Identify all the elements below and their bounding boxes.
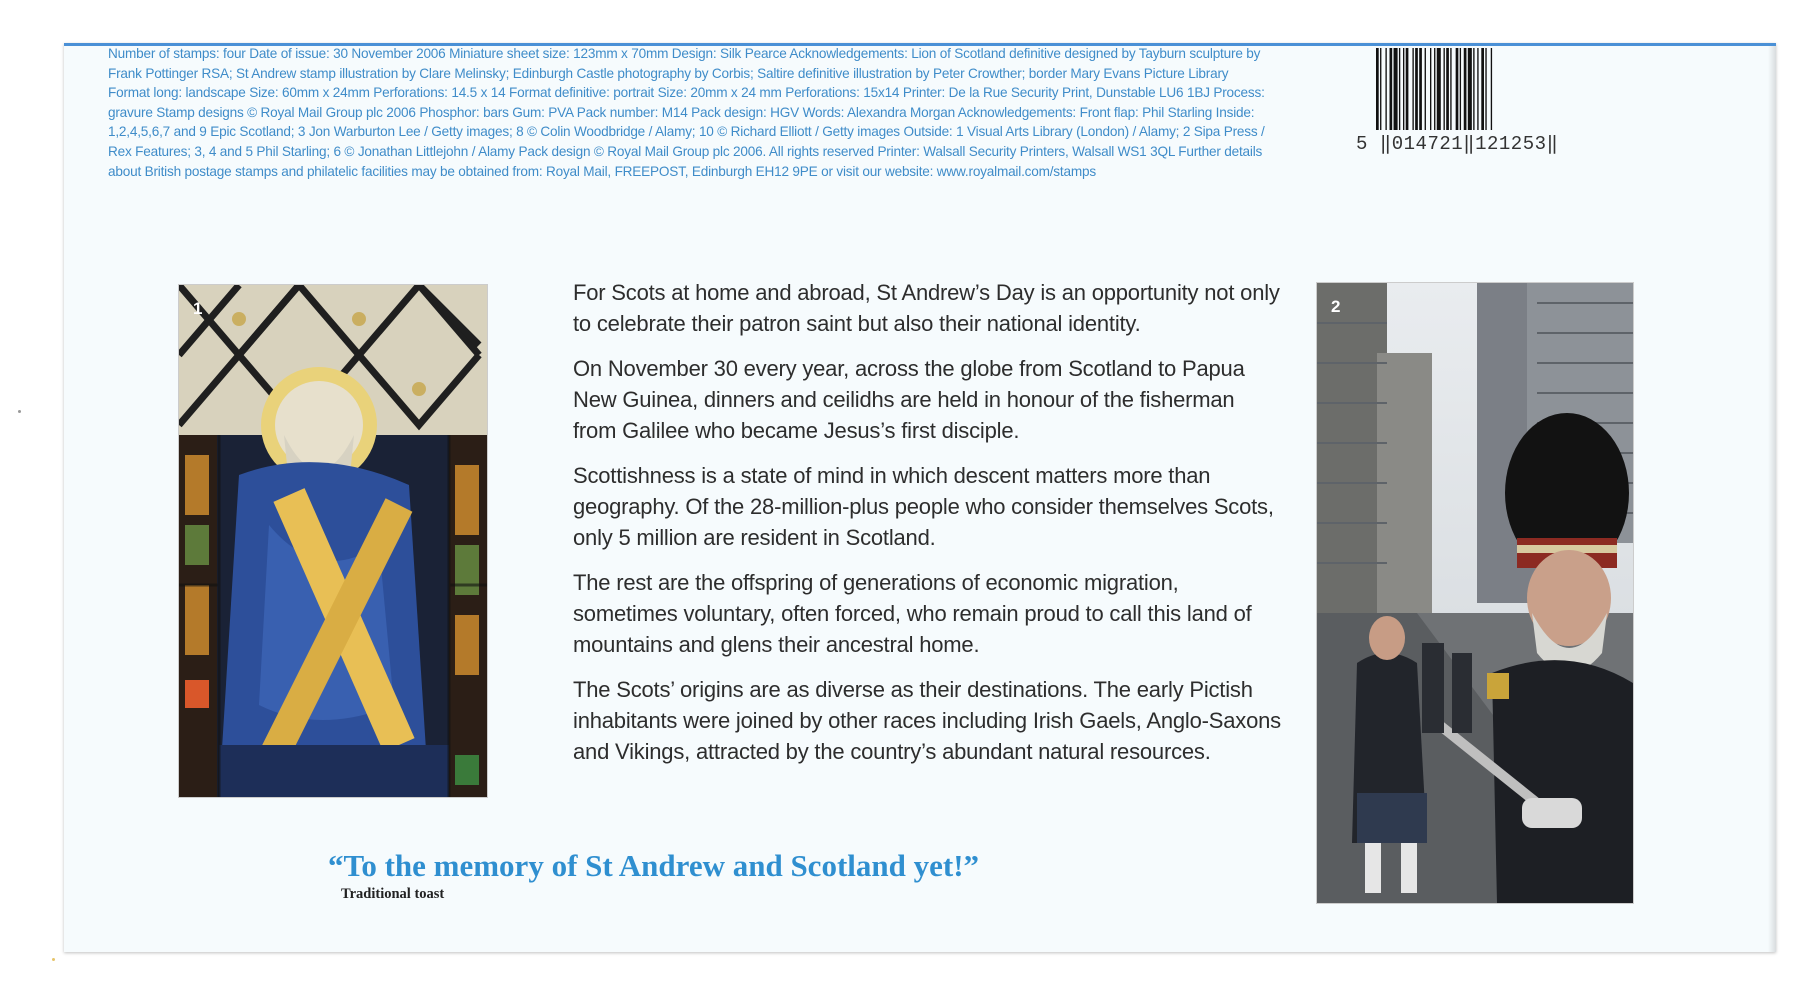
toast-quote: “To the memory of St Andrew and Scotland yet!” xyxy=(328,848,980,883)
pipers-parade-photo xyxy=(1316,282,1634,904)
pipers-parade-image xyxy=(1317,283,1633,903)
body-paragraph: The Scots’ origins are as diverse as their destinations. The early Pictish inhabitants were joined by other races including Irish Gaels, Anglo-Saxons and Vikings, attracted by the country’s abundant natural resources. xyxy=(573,677,1281,764)
barcode-digits: 5 ‖014721‖121253‖ xyxy=(1356,133,1559,155)
barcode-bars xyxy=(1376,48,1596,130)
production-credits: Number of stamps: four Date of issue: 30 November 2006 Miniature sheet size: 123mm x 70mm Design: Silk Pearce Acknowledgements: Lion of Scotland definitive designed by Tayburn sculpture by Frank Pottinger RSA; St Andrew stamp illustration by Clare Melinsky; Edinburgh Castle photography by Corbis; Saltire definitive illustration by Peter Crowther; border Mary Evans Picture Library Format long: landscape Size: 60mm x 24mm Perforations: 14.5 x 14 Format definitive: portrait Size: 20mm x 24 mm Perforations: 15x14 Printer: De la Rue Security Print, Dunstable LU6 1BJ Process: gravure Stamp designs © Royal Mail Group plc 2006 Phosphor: bars Gum: PVA Pack number: M14 Pack design: HGV Words: Alexandra Morgan Acknowledgements: Front flap: Phil Starling Inside: 1,2,4,5,6,7 and 9 Epic Scotland; 3 Jon Warburton Lee / Getty images; 8 © Colin Woodbridge / Alamy; 10 © Richard Elliott / Getty images Outside: 1 Visual Arts Library (London) / Alamy; 2 Sipa Press / Rex Features; 3, 4 and 5 Phil Starling; 6 © Jonathan Littlejohn / Alamy Pack design © Royal Mail Group plc 2006. All rights reserved Printer: Walsall Security Printers, Walsall WS1 3QL Further details about British postage stamps and philatelic facilities may be obtained from: Royal Mail, FREEPOST, Edinburgh EH12 9PE or visit our website: www.royalmail.com/stamps xyxy=(108,46,1265,179)
body-paragraph: For Scots at home and abroad, St Andrew’s Day is an opportunity not only to celebrate their patron saint but also their national identity. xyxy=(573,280,1280,336)
dust-speck xyxy=(18,410,21,413)
photo-number: 2 xyxy=(1331,297,1341,316)
body-paragraph: The rest are the offspring of generations of economic migration, sometimes voluntary, often forced, who remain proud to call this land of mountains and glens their ancestral home. xyxy=(573,570,1252,657)
st-andrew-stained-glass-image xyxy=(179,285,487,797)
quote-attribution: Traditional toast xyxy=(341,886,445,902)
photo-number: 1 xyxy=(193,299,203,318)
stained-glass-photo xyxy=(178,284,488,798)
body-paragraph: Scottishness is a state of mind in which descent matters more than geography. Of the 28-million-plus people who consider themselves Scots, only 5 million are resident in Scotland. xyxy=(573,463,1274,550)
body-text xyxy=(573,277,1283,781)
body-paragraph: On November 30 every year, across the globe from Scotland to Papua New Guinea, dinners and ceilidhs are held in honour of the fisherman from Galilee who became Jesus’s first disciple. xyxy=(573,356,1245,443)
barcode xyxy=(1356,48,1616,160)
dust-speck xyxy=(52,958,55,961)
